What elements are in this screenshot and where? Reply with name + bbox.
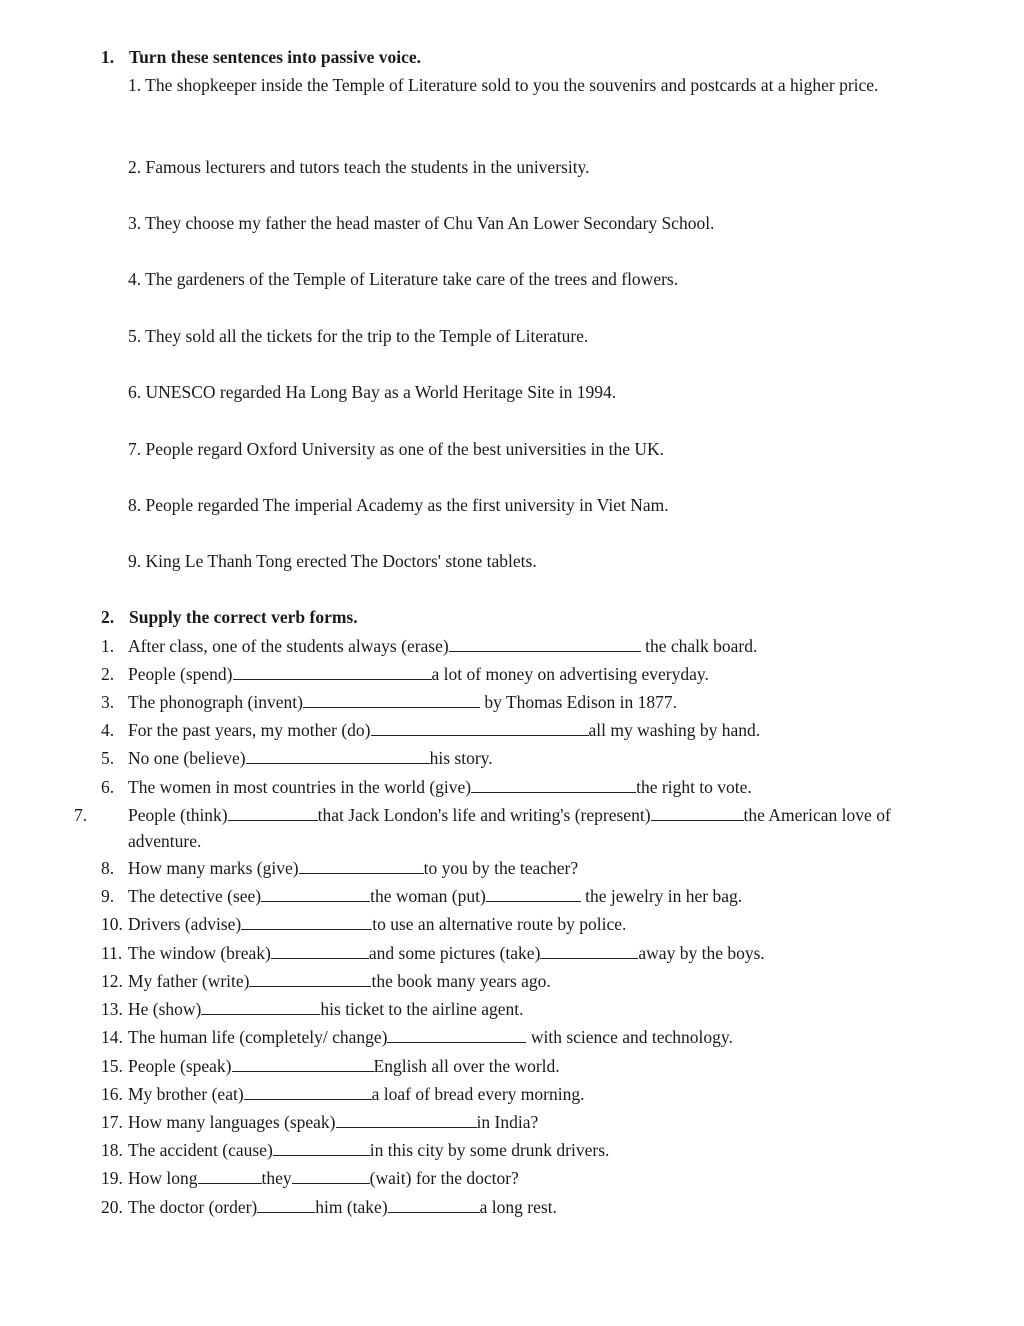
s1-item-text: 4. The gardeners of the Temple of Literature take care of the trees and flowers.	[128, 269, 679, 289]
item-text: The window (break)	[128, 943, 271, 963]
item-text: to use an alternative route by police.	[372, 914, 627, 934]
s2-item-4	[101, 717, 931, 743]
answer-blank[interactable]	[388, 1197, 480, 1213]
item-text: The accident (cause)	[128, 1140, 273, 1160]
s2-item-12	[101, 968, 931, 994]
s2-item-11	[101, 940, 931, 966]
s2-item-10	[101, 911, 931, 937]
item-number: 2.	[101, 664, 115, 684]
item-text: How many marks (give)	[128, 858, 299, 878]
item-number: 8.	[101, 858, 115, 878]
s1-item-text: 6. UNESCO regarded Ha Long Bay as a World Heritage Site in 1994.	[128, 382, 617, 402]
item-number: 17.	[101, 1112, 123, 1132]
answer-blank[interactable]	[249, 971, 371, 987]
item-text: by Thomas Edison in 1877.	[479, 692, 677, 712]
item-number: 13.	[101, 999, 123, 1019]
s1-item-7	[128, 436, 928, 462]
item-number: 6.	[101, 777, 115, 797]
item-text: (wait) for the doctor?	[369, 1168, 519, 1188]
item-number: 4.	[101, 720, 115, 740]
s2-item-17	[101, 1109, 931, 1135]
s1-item-3	[128, 210, 928, 236]
s2-item-18	[101, 1137, 931, 1163]
s1-item-1	[128, 72, 928, 98]
s1-item-text: 8. People regarded The imperial Academy as the first university in Viet Nam.	[128, 495, 669, 515]
item-text: that Jack London's life and writing's (represent)	[317, 805, 651, 825]
item-text: He (show)	[128, 999, 202, 1019]
answer-blank[interactable]	[241, 914, 372, 930]
item-text: People (spend)	[128, 664, 233, 684]
item-text: The detective (see)	[128, 886, 262, 906]
item-text: The phonograph (invent)	[128, 692, 303, 712]
s2-item-9	[101, 883, 931, 909]
item-text: the woman (put)	[370, 886, 486, 906]
item-number: 16.	[101, 1084, 123, 1104]
item-number: 9.	[101, 886, 115, 906]
answer-blank[interactable]	[271, 943, 369, 959]
answer-blank[interactable]	[232, 1056, 374, 1072]
item-text: The doctor (order)	[128, 1197, 258, 1217]
item-text: his ticket to the airline agent.	[320, 999, 524, 1019]
item-number: 20.	[101, 1197, 123, 1217]
s2-item-3	[101, 689, 931, 715]
s2-item-8	[101, 855, 931, 881]
answer-blank[interactable]	[201, 999, 320, 1015]
item-text: him (take)	[315, 1197, 388, 1217]
item-number: 15.	[101, 1056, 123, 1076]
answer-blank[interactable]	[387, 1027, 526, 1043]
item-text: People (think)	[128, 805, 228, 825]
s2-item-13	[101, 996, 931, 1022]
item-text: the book many years ago.	[371, 971, 551, 991]
answer-blank[interactable]	[273, 1140, 370, 1156]
answer-blank[interactable]	[198, 1168, 262, 1184]
item-text: and some pictures (take)	[368, 943, 541, 963]
answer-blank[interactable]	[292, 1168, 370, 1184]
item-number: 1.	[101, 636, 115, 656]
item-number: 10.	[101, 914, 123, 934]
answer-blank[interactable]	[257, 1197, 315, 1213]
s1-item-4	[128, 266, 928, 292]
section-1-title: Turn these sentences into passive voice.	[129, 47, 421, 67]
item-text: they	[261, 1168, 292, 1188]
item-number: 7.	[74, 805, 88, 825]
s2-item-7	[74, 802, 958, 854]
item-text: My father (write)	[128, 971, 250, 991]
s1-item-text: 9. King Le Thanh Tong erected The Doctors' stone tablets.	[128, 551, 537, 571]
item-number: 3.	[101, 692, 115, 712]
item-text: No one (believe)	[128, 748, 246, 768]
s2-item-6	[101, 774, 931, 800]
s2-item-2	[101, 661, 931, 687]
item-text: in this city by some drunk drivers.	[369, 1140, 610, 1160]
item-text: The human life (completely/ change)	[128, 1027, 388, 1047]
section-2-heading	[101, 607, 358, 628]
item-text: People (speak)	[128, 1056, 232, 1076]
s1-item-text: 1. The shopkeeper inside the Temple of Literature sold to you the souvenirs and postcards at a higher price.	[128, 75, 879, 95]
item-text: the American love of adventure.	[128, 805, 891, 851]
section-1-heading	[101, 47, 421, 68]
item-text: My brother (eat)	[128, 1084, 244, 1104]
s2-item-16	[101, 1081, 931, 1107]
answer-blank[interactable]	[228, 805, 318, 821]
item-number: 19.	[101, 1168, 123, 1188]
item-text: away by the boys.	[638, 943, 765, 963]
item-text: his story.	[429, 748, 493, 768]
s1-item-text: 5. They sold all the tickets for the trip to the Temple of Literature.	[128, 326, 589, 346]
item-text: a loaf of bread every morning.	[371, 1084, 585, 1104]
item-text: the right to vote.	[636, 777, 752, 797]
item-number: 12.	[101, 971, 123, 991]
s2-item-19	[101, 1165, 931, 1191]
s1-item-9	[128, 548, 928, 574]
s2-item-20	[101, 1194, 931, 1220]
answer-blank[interactable]	[233, 664, 432, 680]
s1-item-6	[128, 379, 928, 405]
s1-item-text: 2. Famous lecturers and tutors teach the students in the university.	[128, 157, 590, 177]
item-text: For the past years, my mother (do)	[128, 720, 371, 740]
item-text: Drivers (advise)	[128, 914, 242, 934]
s1-item-2	[128, 154, 928, 180]
item-text: the chalk board.	[640, 636, 758, 656]
answer-blank[interactable]	[246, 748, 430, 764]
answer-blank[interactable]	[651, 805, 744, 821]
item-number: 18.	[101, 1140, 123, 1160]
item-text: How long	[128, 1168, 198, 1188]
answer-blank[interactable]	[244, 1084, 372, 1100]
section-2-number: 2.	[101, 607, 115, 627]
item-text: the jewelry in her bag.	[580, 886, 743, 906]
item-number: 5.	[101, 748, 115, 768]
item-text: in India?	[476, 1112, 539, 1132]
s1-item-5	[128, 323, 928, 349]
s1-item-8	[128, 492, 928, 518]
answer-blank[interactable]	[486, 886, 581, 902]
item-text: After class, one of the students always (erase)	[128, 636, 449, 656]
item-text: with science and technology.	[526, 1027, 733, 1047]
answer-blank[interactable]	[371, 720, 589, 736]
item-text: a lot of money on advertising everyday.	[431, 664, 709, 684]
answer-blank[interactable]	[261, 886, 370, 902]
s2-item-15	[101, 1053, 931, 1079]
s2-item-1	[101, 633, 931, 659]
s1-item-text: 3. They choose my father the head master of Chu Van An Lower Secondary School.	[128, 213, 715, 233]
section-1-number: 1.	[101, 47, 115, 67]
answer-blank[interactable]	[449, 636, 641, 652]
answer-blank[interactable]	[540, 943, 638, 959]
item-text: to you by the teacher?	[423, 858, 579, 878]
s1-item-text: 7. People regard Oxford University as one of the best universities in the UK.	[128, 439, 665, 459]
answer-blank[interactable]	[471, 777, 636, 793]
item-number: 11.	[101, 943, 123, 963]
item-text: How many languages (speak)	[128, 1112, 336, 1132]
s2-item-5	[101, 745, 931, 771]
item-number: 14.	[101, 1027, 123, 1047]
item-text: The women in most countries in the world (give)	[128, 777, 472, 797]
item-text: English all over the world.	[373, 1056, 560, 1076]
section-2-title: Supply the correct verb forms.	[129, 607, 358, 627]
s2-item-14	[101, 1024, 931, 1050]
answer-blank[interactable]	[299, 858, 424, 874]
answer-blank[interactable]	[303, 692, 480, 708]
answer-blank[interactable]	[336, 1112, 477, 1128]
item-text: all my washing by hand.	[588, 720, 761, 740]
item-text: a long rest.	[479, 1197, 557, 1217]
